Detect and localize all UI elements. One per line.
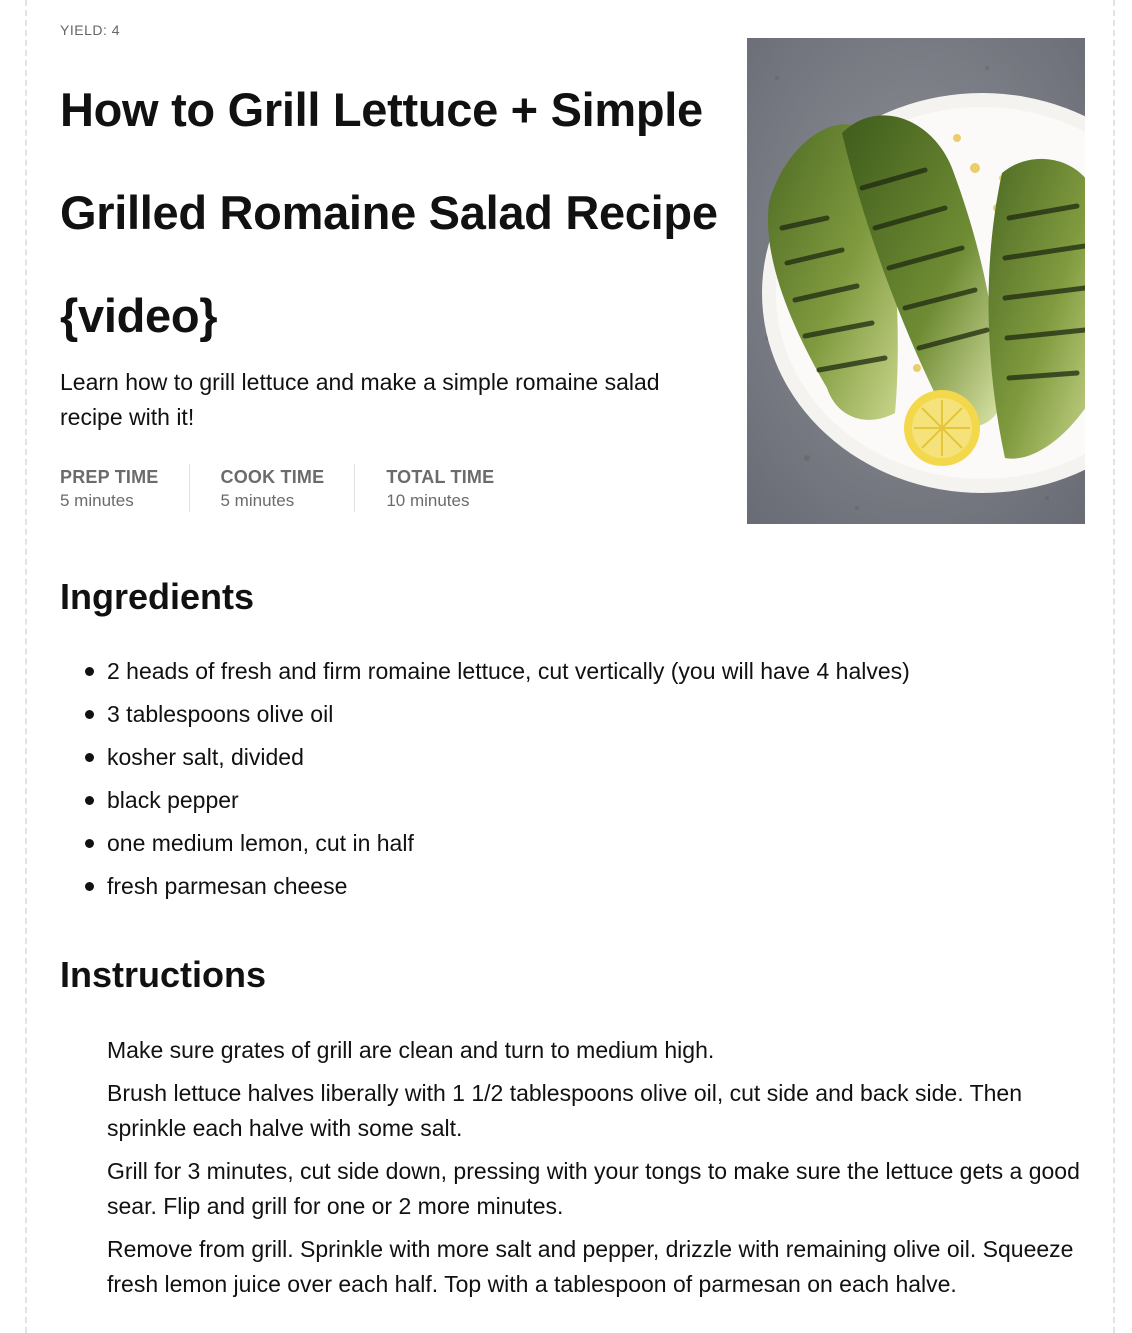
cook-time-value: 5 minutes [220, 491, 295, 510]
bullet-icon [85, 710, 94, 719]
instruction-step: Grill for 3 minutes, cut side down, pressing with your tongs to make sure the lettuce gets a good sear. Flip and grill for one or 2 more minutes. [107, 1158, 1080, 1219]
ingredient-text: kosher salt, divided [107, 744, 304, 770]
ingredient-text: fresh parmesan cheese [107, 873, 348, 899]
instruction-step: Remove from grill. Sprinkle with more salt and pepper, drizzle with remaining olive oil. Squeeze fresh lemon juice over each half. Top with a tablespoon of parmesan on each halve. [107, 1236, 1074, 1297]
instruction-step: Brush lettuce halves liberally with 1 1/2 tablespoons olive oil, cut side and back side. Then sprinkle each halve with some salt. [107, 1080, 1022, 1141]
total-time-value: 10 minutes [386, 491, 470, 510]
ingredient-text: black pepper [107, 787, 239, 813]
ingredient-item [60, 736, 1100, 779]
recipe-yield: YIELD: 4 [60, 22, 121, 38]
ingredient-text: 3 tablespoons olive oil [107, 701, 334, 727]
ingredient-item [60, 650, 1100, 693]
recipe-times [60, 464, 524, 512]
bullet-icon [85, 882, 94, 891]
recipe-title: How to Grill Lettuce + Simple Grilled Romaine Salad Recipe {video} [60, 83, 718, 342]
recipe-summary: Learn how to grill lettuce and make a simple romaine salad recipe with it! [60, 369, 660, 430]
ingredient-item [60, 865, 1100, 908]
cook-time [221, 464, 356, 512]
recipe-card [25, 0, 1115, 1333]
ingredients-list [60, 650, 1100, 908]
instructions-heading: Instructions [60, 954, 267, 995]
ingredients-heading: Ingredients [60, 576, 255, 617]
total-time-label: TOTAL TIME [386, 467, 495, 487]
bullet-icon [85, 796, 94, 805]
prep-time-label: PREP TIME [60, 467, 159, 487]
total-time [386, 464, 524, 512]
ingredient-text: 2 heads of fresh and firm romaine lettuce, cut vertically (you will have 4 halves) [107, 658, 910, 684]
bullet-icon [85, 753, 94, 762]
prep-time-value: 5 minutes [60, 491, 134, 510]
ingredient-text: one medium lemon, cut in half [107, 830, 414, 856]
recipe-photo [747, 38, 1085, 524]
prep-time [60, 464, 190, 512]
ingredient-item [60, 693, 1100, 736]
cook-time-label: COOK TIME [220, 467, 325, 487]
ingredient-item [60, 822, 1100, 865]
ingredient-item [60, 779, 1100, 822]
instruction-step: Make sure grates of grill are clean and turn to medium high. [107, 1037, 715, 1063]
bullet-icon [85, 667, 94, 676]
instructions-list [107, 1033, 1092, 1310]
bullet-icon [85, 839, 94, 848]
